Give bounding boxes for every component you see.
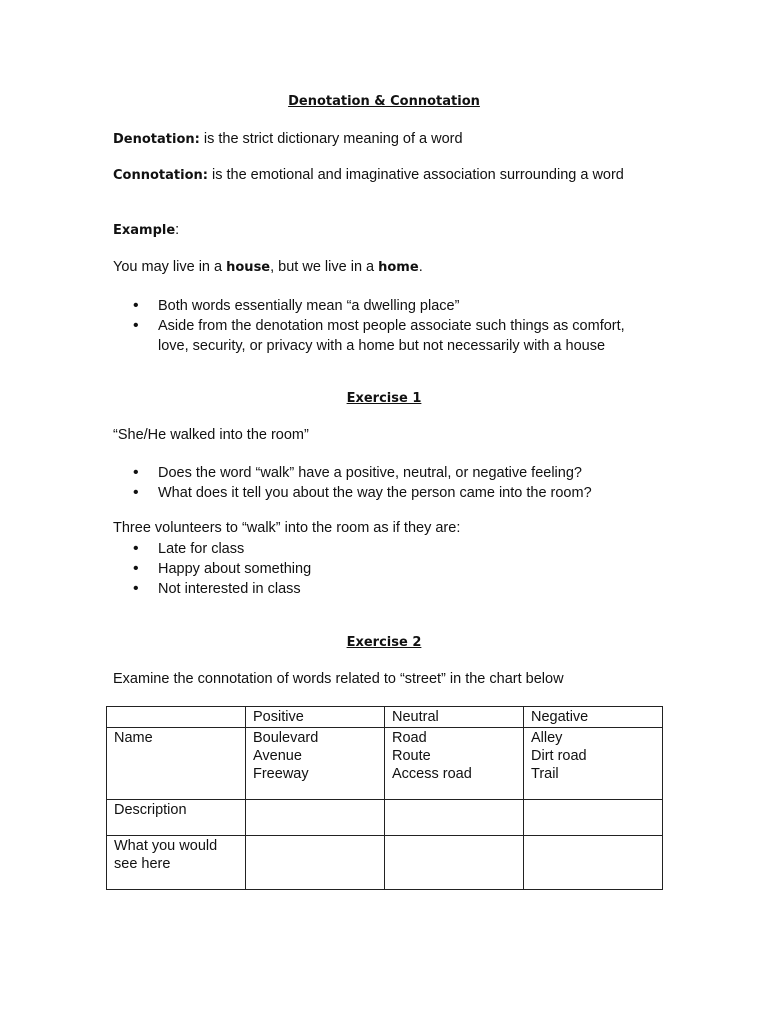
row-label: What you would: [114, 838, 218, 854]
exercise1-question-list: [113, 463, 592, 503]
table-cell: [385, 800, 524, 836]
exercise2-title: Exercise 2: [346, 635, 422, 650]
list-item: • Not interested in class: [113, 579, 311, 599]
table-cell: [107, 836, 246, 890]
cell-word: Trail: [531, 766, 559, 782]
table-cell: [246, 728, 385, 800]
table-cell: [107, 728, 246, 800]
list-item: • Both words essentially mean “a dwelling place”: [113, 296, 625, 316]
list-item: [113, 316, 625, 356]
table-header-row: [107, 707, 663, 728]
connotation-table: [106, 706, 663, 890]
table-cell: [524, 728, 663, 800]
cell-word: Alley: [531, 730, 563, 746]
denotation-definition: [113, 131, 463, 147]
table-cell: [524, 836, 663, 890]
table-row: [107, 728, 663, 800]
list-item: • Late for class: [113, 539, 311, 559]
table-cell: [107, 800, 246, 836]
exercise2-intro: Examine the connotation of words related to “street” in the chart below: [113, 671, 564, 687]
example-sentence-mid: , but we live in a: [270, 259, 379, 275]
page-title: Denotation & Connotation: [288, 94, 480, 109]
table-header-cell: [107, 707, 246, 728]
table-cell: [524, 800, 663, 836]
word-home: home: [378, 260, 419, 275]
exercise1-title: Exercise 1: [346, 391, 422, 406]
row-label: Name: [114, 730, 153, 746]
table-header-cell: Negative: [524, 707, 663, 728]
list-item: • Does the word “walk” have a positive, neutral, or negative feeling?: [113, 463, 592, 483]
table-row: [107, 836, 663, 890]
table-cell: [246, 800, 385, 836]
cell-word: Access road: [392, 766, 472, 782]
denotation-text: is the strict dictionary meaning of a word: [199, 131, 463, 147]
table-cell: [246, 836, 385, 890]
cell-word: Boulevard: [253, 730, 319, 746]
cell-word: Road: [392, 730, 427, 746]
connotation-definition: [113, 167, 624, 183]
volunteers-intro: Three volunteers to “walk” into the room as if they are:: [113, 520, 461, 536]
table-cell: [385, 728, 524, 800]
example-heading: [113, 222, 179, 238]
volunteers-list: [113, 539, 311, 599]
cell-word: Dirt road: [531, 748, 587, 764]
example-sentence-post: .: [418, 259, 423, 275]
list-item: • Happy about something: [113, 559, 311, 579]
list-item-line: love, security, or privacy with a home but not necessarily with a house: [158, 338, 606, 354]
connotation-text: is the emotional and imaginative association surrounding a word: [207, 167, 624, 183]
exercise1-quote: “She/He walked into the room”: [113, 427, 309, 443]
connotation-label: Connotation:: [113, 168, 208, 183]
list-item: • What does it tell you about the way the person came into the room?: [113, 483, 592, 503]
table-row: [107, 800, 663, 836]
list-item-line: Aside from the denotation most people associate such things as comfort,: [158, 318, 625, 334]
example-sentence-pre: You may live in a: [113, 259, 227, 275]
row-label: see here: [114, 856, 171, 872]
example-colon: :: [175, 222, 180, 238]
cell-word: Route: [392, 748, 431, 764]
cell-word: Freeway: [253, 766, 309, 782]
example-label: Example: [113, 223, 176, 238]
cell-word: Avenue: [253, 748, 302, 764]
table-cell: [385, 836, 524, 890]
table-header-cell: Positive: [246, 707, 385, 728]
word-house: house: [226, 260, 271, 275]
example-sentence: [113, 259, 423, 275]
table-header-cell: Neutral: [385, 707, 524, 728]
denotation-label: Denotation:: [113, 132, 200, 147]
row-label: Description: [114, 802, 187, 818]
example-bullet-list: [113, 296, 625, 356]
